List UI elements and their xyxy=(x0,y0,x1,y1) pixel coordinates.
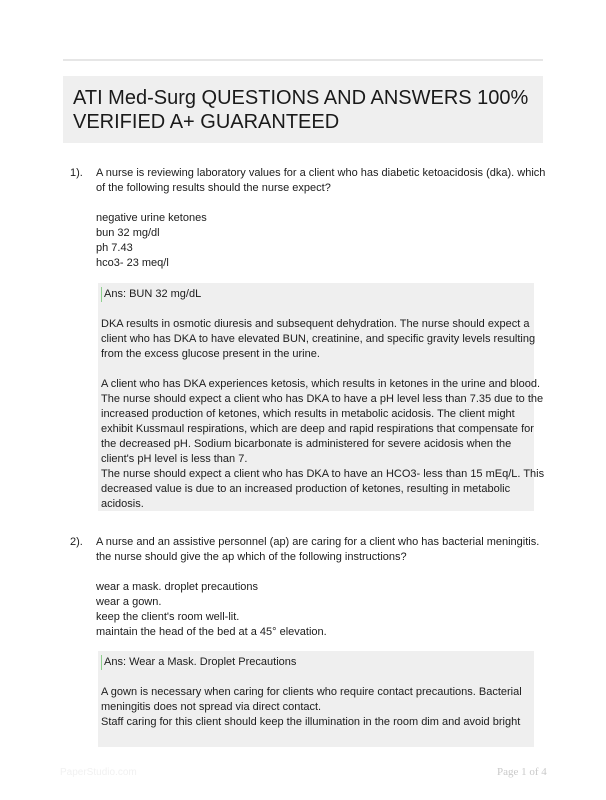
question-text xyxy=(96,166,546,196)
document-title-box xyxy=(63,76,543,143)
explanation-line: Staff caring for this client should keep the illumination in the room dim and avoid bright xyxy=(101,716,521,728)
explanation-line: the decreased pH. Sodium bicarbonate is administered for severe acidosis when the xyxy=(101,438,512,450)
explanation-line: from the excess glucose present in the urine. xyxy=(101,348,320,360)
page-number: Page 1 of 4 xyxy=(497,766,547,778)
question-text-line: the nurse should give the ap which of the following instructions? xyxy=(96,551,407,563)
answer-label: Ans: BUN 32 mg/dL xyxy=(101,287,526,302)
option-item: maintain the head of the bed at a 45° elevation. xyxy=(96,626,327,638)
footer-watermark: PaperStudio.com xyxy=(60,767,137,778)
explanation-line: The nurse should expect a client who has DKA to have an HCO3- less than 15 mEq/L. This xyxy=(101,468,545,480)
option-item: negative urine ketones xyxy=(96,212,207,224)
option-item: wear a mask. droplet precautions xyxy=(96,581,259,593)
explanation-line: decreased value is due to an increased production of ketones, resulting in metabolic xyxy=(101,483,511,495)
question-text-line: A nurse and an assistive personnel (ap) are caring for a client who has bacterial meningitis. xyxy=(96,536,540,548)
answer-box xyxy=(98,651,534,747)
answer-box xyxy=(98,283,545,511)
option-item: wear a gown. xyxy=(96,596,162,608)
answer-options xyxy=(96,580,327,640)
option-item: bun 32 mg/dl xyxy=(96,227,160,239)
question-number: 2). xyxy=(70,536,83,548)
document-title-line-1: ATI Med-Surg QUESTIONS AND ANSWERS 100% xyxy=(73,87,529,109)
explanation-line: meningitis does not spread via direct contact. xyxy=(101,701,322,713)
explanation-line: client who has DKA to have elevated BUN, creatinine, and specific gravity levels resulting xyxy=(101,333,536,345)
explanation-line: acidosis. xyxy=(101,498,144,510)
answer-label: Ans: Wear a Mask. Droplet Precautions xyxy=(101,655,526,670)
explanation-line: exhibit Kussmaul respirations, which are deep and rapid respirations that compensate for xyxy=(101,423,534,435)
top-divider xyxy=(63,59,543,61)
explanation-line: client's pH level is less than 7. xyxy=(101,453,248,465)
question-text-line: of the following results should the nurse expect? xyxy=(96,182,331,194)
option-item: ph 7.43 xyxy=(96,242,133,254)
option-item: keep the client's room well-lit. xyxy=(96,611,240,623)
question-number: 1). xyxy=(70,167,83,179)
answer-options xyxy=(96,211,207,271)
explanation-line: A client who has DKA experiences ketosis, which results in ketones in the urine and blood. xyxy=(101,378,541,390)
explanation-line: increased production of ketones, which results in metabolic acidosis. The client might xyxy=(101,408,515,420)
explanation-line: The nurse should expect a client who has DKA to have a pH level less than 7.35 due to the xyxy=(101,393,544,405)
explanation-line: DKA results in osmotic diuresis and subsequent dehydration. The nurse should expect a xyxy=(101,318,530,330)
question-text-line: A nurse is reviewing laboratory values for a client who has diabetic ketoacidosis (dka). which xyxy=(96,167,546,179)
question-text xyxy=(96,535,540,565)
document-title-line-2: VERIFIED A+ GUARANTEED xyxy=(73,111,340,133)
explanation-line: A gown is necessary when caring for clients who require contact precautions. Bacterial xyxy=(101,686,522,698)
option-item: hco3- 23 meq/l xyxy=(96,257,169,269)
